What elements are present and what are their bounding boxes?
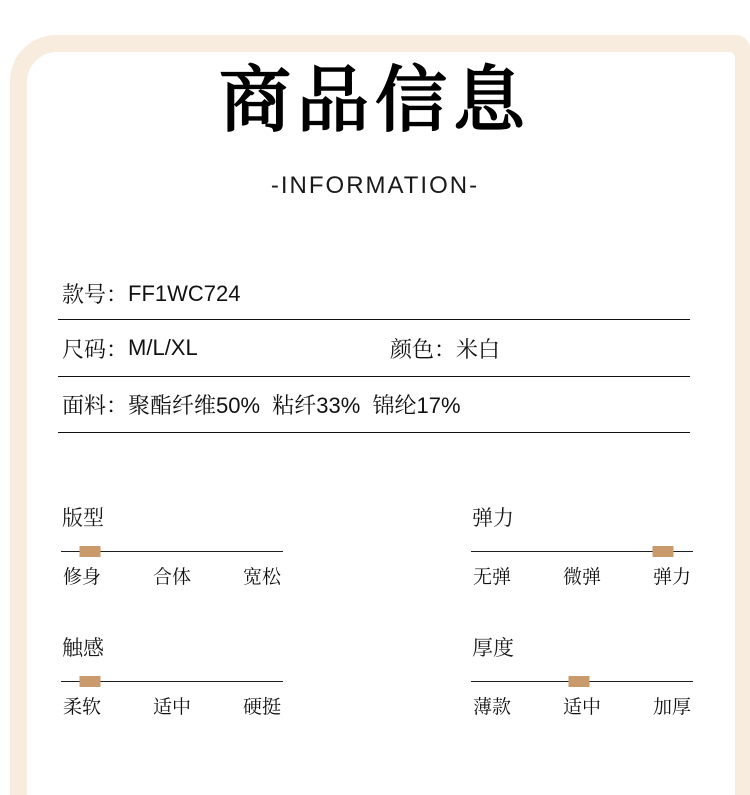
scale-thickness [471,632,693,718]
table-row-fabric [58,377,690,433]
table-row-style-number [58,268,690,320]
scale-touch-option-1: 柔软 [63,697,102,718]
scale-touch-option-3: 硬挺 [242,697,281,718]
scale-fit-title: 版型 [62,507,104,530]
fabric-label: 面料： [62,393,129,418]
scale-thickness-track [471,681,693,682]
scale-touch [61,632,283,718]
scale-touch-marker [79,676,100,687]
scale-fit [61,502,283,588]
scale-elasticity [471,502,693,588]
scale-thickness-option-3: 加厚 [652,697,691,718]
style-number-value: FF1WC724 [128,280,241,306]
scale-touch-track [61,681,283,682]
scale-touch-title: 触感 [62,637,104,660]
scale-thickness-option-2: 适中 [562,697,601,718]
spec-table [58,268,690,433]
page-subtitle: -INFORMATION- [270,172,480,199]
size-value: M/L/XL [128,335,198,360]
fabric-value: 聚酯纤维50% 粘纤33% 锦纶17% [128,393,461,418]
scale-elasticity-marker [653,546,674,557]
scale-elasticity-option-3: 弹力 [652,567,691,588]
scale-elasticity-track [471,551,693,552]
color-label: 颜色： [390,336,457,362]
scale-elasticity-title: 弹力 [472,507,514,530]
scale-fit-option-2: 合体 [152,567,191,588]
scale-fit-track [61,551,283,552]
scale-thickness-option-1: 薄款 [473,697,512,718]
scale-thickness-title: 厚度 [472,637,514,660]
scale-elasticity-option-2: 微弹 [562,567,601,588]
table-row-size-color [58,320,690,377]
scale-fit-marker [79,546,100,557]
size-label: 尺码： [62,336,129,362]
scale-thickness-marker [568,676,589,687]
scale-fit-option-1: 修身 [63,567,102,588]
color-value: 米白 [456,336,501,362]
scale-fit-option-3: 宽松 [242,567,281,588]
scale-elasticity-option-1: 无弹 [473,567,512,588]
scale-touch-option-2: 适中 [152,697,191,718]
page-title: 商品信息 [218,61,531,141]
style-number-label: 款号： [62,282,129,307]
